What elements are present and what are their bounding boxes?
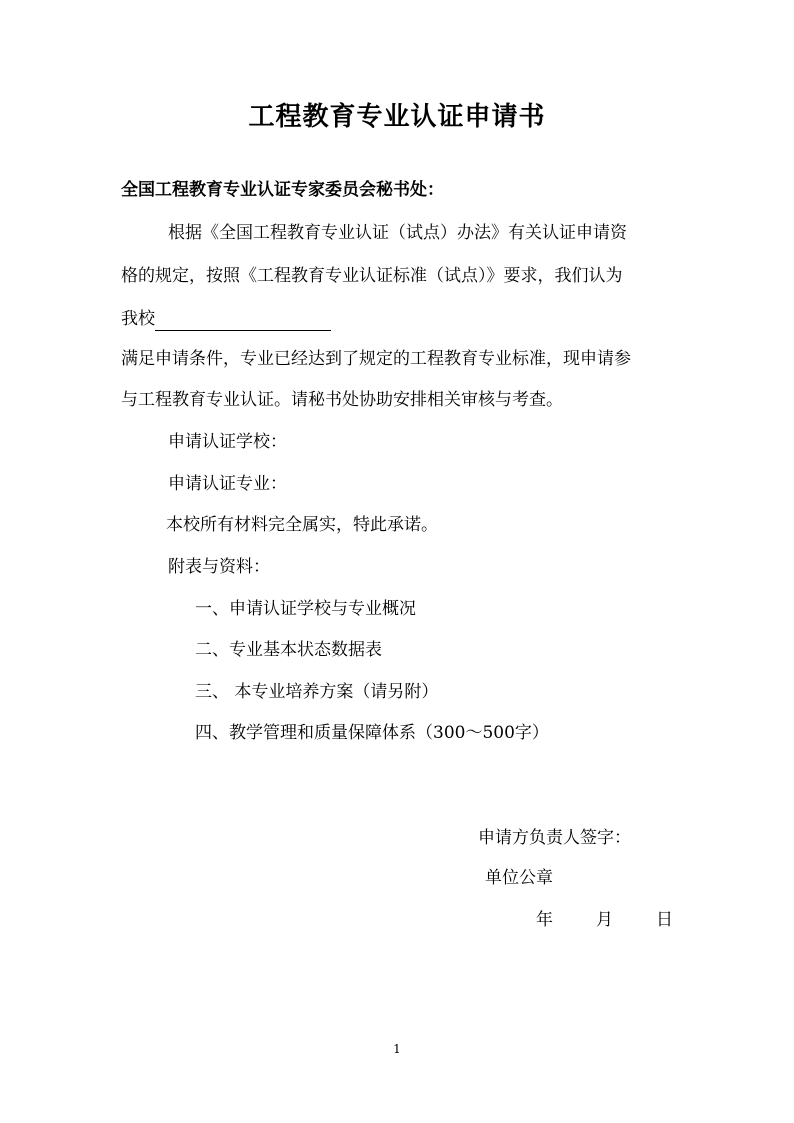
attachment-item: 一、申请认证学校与专业概况 (195, 599, 416, 619)
body-line-1: 根据《全国工程教育专业认证（试点）办法》有关认证申请资 (168, 223, 627, 243)
seal-label: 单位公章 (485, 868, 553, 888)
body-line-3 (121, 307, 331, 331)
body-line-4: 满足申请条件，专业已经达到了规定的工程教育专业标准，现申请参 (121, 349, 631, 369)
date-month: 月 (596, 910, 613, 930)
date-year: 年 (536, 910, 553, 930)
major-field-label: 申请认证专业： (168, 474, 287, 494)
attachment-item: 四、教学管理和质量保障体系（300～500字） (195, 723, 549, 743)
date-day: 日 (656, 910, 673, 930)
attachment-item: 三、 本专业培养方案（请另附） (195, 682, 439, 702)
commitment-text: 本校所有材料完全属实，特此承诺。 (166, 515, 438, 535)
attachment-item: 二、专业基本状态数据表 (195, 640, 382, 660)
signer-label: 申请方负责人签字： (478, 828, 631, 848)
document-title: 工程教育专业认证申请书 (248, 102, 546, 132)
school-prefix: 我校 (121, 309, 155, 329)
school-name-blank[interactable] (155, 310, 331, 331)
page-number: 1 (393, 1042, 401, 1056)
body-line-2: 格的规定，按照《工程教育专业认证标准（试点）》要求，我们认为 (121, 266, 623, 286)
body-line-5: 与工程教育专业认证。请秘书处协助安排相关审核与考查。 (121, 390, 563, 410)
addressee: 全国工程教育专业认证专家委员会秘书处： (121, 180, 444, 200)
attachments-heading: 附表与资料： (168, 557, 270, 577)
school-field-label: 申请认证学校： (168, 432, 287, 452)
